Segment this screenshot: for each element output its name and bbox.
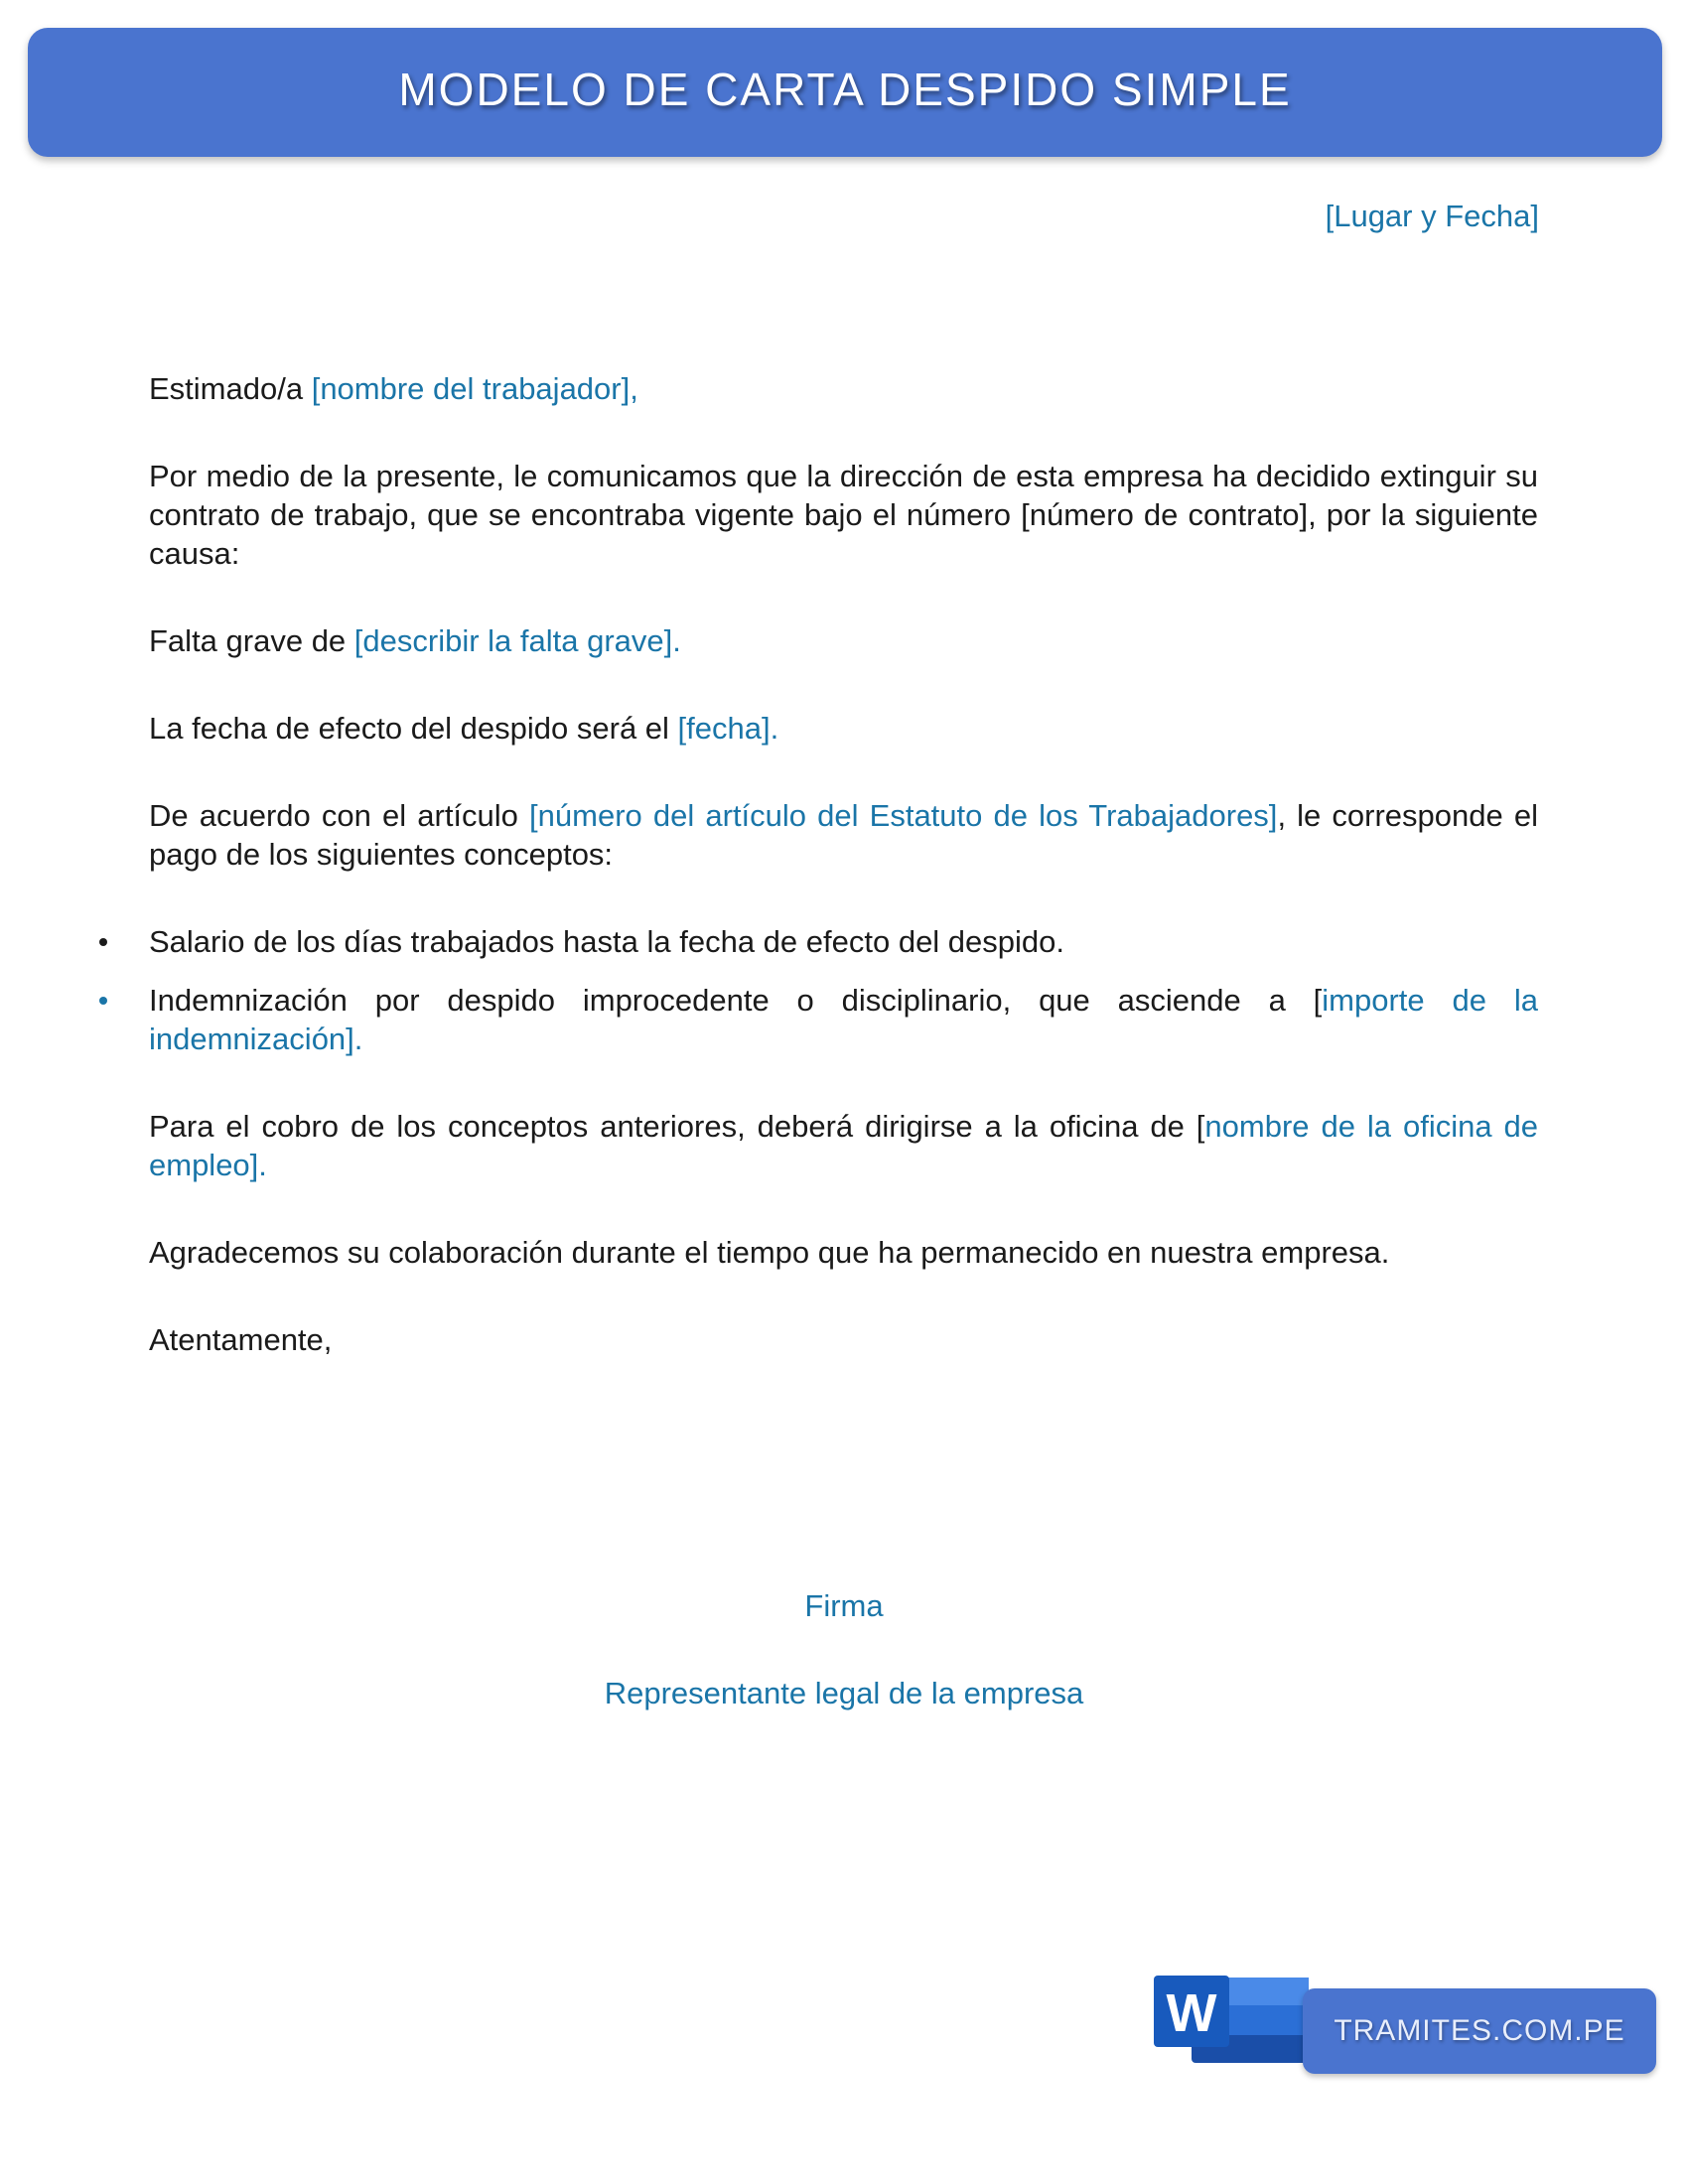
fault-placeholder: [describir la falta grave]. xyxy=(353,623,681,658)
signature-label: Firma xyxy=(804,1588,884,1623)
representative-label: Representante legal de la empresa xyxy=(604,1676,1084,1710)
effective-prefix: La fecha de efecto del despido será el xyxy=(149,711,678,746)
brand-badge xyxy=(1303,1988,1656,2074)
article-suffix: , le corresponde el pago de los siguientes conceptos: xyxy=(149,798,1539,872)
letter-body xyxy=(149,369,1538,1408)
list-item xyxy=(149,922,1538,961)
microsoft-word-icon xyxy=(1152,1976,1311,2065)
bullet-icon xyxy=(99,997,107,1005)
greeting-prefix: Estimado/a xyxy=(149,371,312,406)
title-banner xyxy=(28,28,1662,157)
compensation-placeholder: importe de la indemnización]. xyxy=(149,983,1538,1056)
paragraph-notification: Por medio de la presente, le comunicamos que la dirección de esta empresa ha decidido extinguir su contrato de trabajo, que se encontraba vigente bajo el número [número de contrato], por la siguiente causa: xyxy=(149,459,1538,571)
paragraph-thanks: Agradecemos su colaboración durante el tiempo que ha permanecido en nuestra empresa. xyxy=(149,1235,1390,1270)
word-logo-letter: W xyxy=(1166,1983,1217,2043)
bullet-icon xyxy=(99,938,107,946)
worker-name-placeholder: [nombre del trabajador], xyxy=(311,371,638,406)
paragraph-effective-date xyxy=(149,709,1538,748)
article-prefix: De acuerdo con el artículo xyxy=(149,798,530,833)
bullet-text: Salario de los días trabajados hasta la fecha de efecto del despido. xyxy=(149,924,1065,959)
greeting xyxy=(149,369,1538,408)
paragraph-fault xyxy=(149,621,1538,660)
article-placeholder: [número del artículo del Estatuto de los Trabajadores] xyxy=(529,798,1278,833)
list-item xyxy=(149,981,1538,1058)
office-placeholder: nombre de la oficina de empleo]. xyxy=(149,1109,1538,1182)
concepts-list xyxy=(149,922,1538,1058)
date-placeholder: [fecha]. xyxy=(677,711,779,746)
bullet-prefix: Indemnización por despido improcedente o disciplinario, que asciende a [ xyxy=(149,983,1323,1018)
office-prefix: Para el cobro de los conceptos anteriores, deberá dirigirse a la oficina de [ xyxy=(149,1109,1205,1144)
paragraph-article xyxy=(149,796,1538,874)
closing: Atentamente, xyxy=(149,1322,333,1357)
paragraph-office xyxy=(149,1107,1538,1184)
brand-name: TRAMITES.COM.PE xyxy=(1334,2014,1625,2047)
fault-prefix: Falta grave de xyxy=(149,623,354,658)
place-date-placeholder: [Lugar y Fecha] xyxy=(1325,199,1539,233)
document-title: MODELO DE CARTA DESPIDO SIMPLE xyxy=(398,64,1292,115)
